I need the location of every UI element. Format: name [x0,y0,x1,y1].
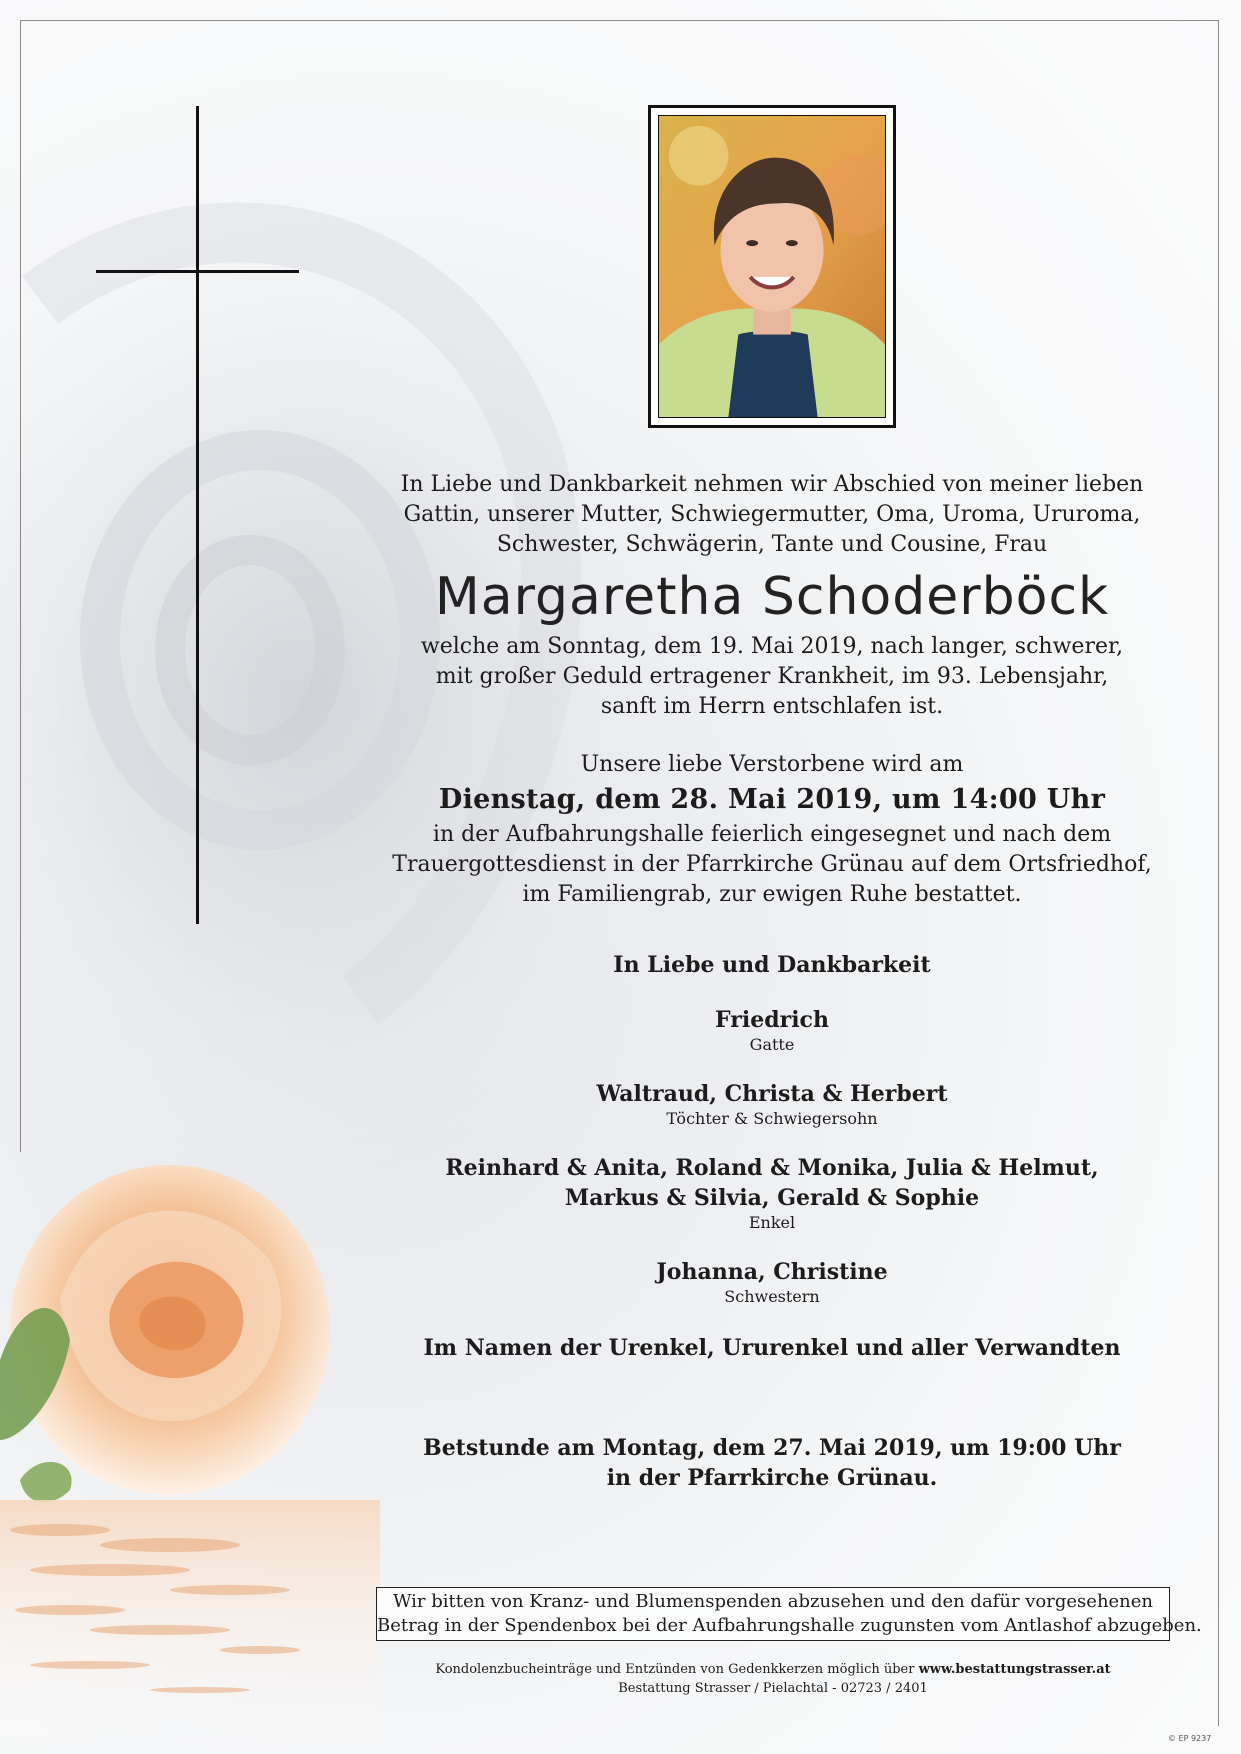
portrait-photo-frame [648,105,896,428]
intro-line: In Liebe und Dankbarkeit nehmen wir Abschied von meiner lieben [400,472,1144,497]
death-paragraph [380,632,1164,722]
cross-horizontal-bar [96,270,299,273]
obituary-text [380,470,1164,1493]
mourner-role: Töchter & Schwiegersohn [666,1109,878,1128]
cross-vertical-bar [196,106,199,924]
intro-paragraph [380,470,1164,560]
prayer-line: in der Pfarrkirche Grünau. [606,1465,938,1491]
funeral-line: in der Aufbahrungshalle feierlich eingesegnet und nach dem [432,822,1112,847]
funeral-intro: Unsere liebe Verstorbene wird am [580,752,964,777]
donation-notice-box [376,1587,1202,1641]
funeral-paragraph [380,820,1164,910]
mourner-names: Markus & Silvia, Gerald & Sophie [564,1185,980,1211]
mourner-names: Reinhard & Anita, Roland & Monika, Julia & Helmut, [445,1155,1099,1181]
death-line: sanft im Herrn entschlafen ist. [600,694,944,719]
prayer-announcement [380,1433,1164,1493]
footer [376,1660,1170,1698]
intro-line: Schwester, Schwägerin, Tante und Cousine, Frau [496,532,1048,557]
mourner-names: Waltraud, Christa & Herbert [596,1081,948,1107]
condolence-text: Kondolenzbucheinträge und Entzünden von Gedenkkerzen möglich über [435,1662,919,1677]
mourner-names: Friedrich [715,1007,829,1033]
intro-line: Gattin, unserer Mutter, Schwiegermutter, Oma, Uroma, Ururoma, [403,502,1141,527]
signoff: In Liebe und Dankbarkeit [613,952,931,978]
website-link[interactable]: www.bestattungstrasser.at [918,1662,1111,1677]
death-line: welche am Sonntag, dem 19. Mai 2019, nach langer, schwerer, [420,634,1124,659]
donation-notice-line: Wir bitten von Kranz- und Blumenspenden abzusehen und den dafür vorgesehenen [392,1591,1154,1612]
undertaker-contact: Bestattung Strasser / Pielachtal - 02723 / 2401 [618,1681,928,1696]
mourner-role: Gatte [749,1035,795,1054]
donation-notice-line: Betrag in der Spendenbox bei der Aufbahrungshalle zugunsten vom Antlashof abzugeben. [377,1615,1202,1636]
relatives-line: Im Namen der Urenkel, Ururenkel und aller Verwandten [423,1335,1121,1361]
frame-border-top [20,20,1218,21]
prayer-line: Betstunde am Montag, dem 27. Mai 2019, um 19:00 Uhr [423,1435,1121,1461]
death-line: mit großer Geduld ertragener Krankheit, im 93. Lebensjahr, [435,664,1109,689]
funeral-line: Trauergottesdienst in der Pfarrkirche Grünau auf dem Ortsfriedhof, [392,852,1152,877]
mourner-group [380,1153,1164,1233]
funeral-line: im Familiengrab, zur ewigen Ruhe bestattet. [522,882,1022,907]
mourner-names: Johanna, Christine [656,1259,888,1285]
mourner-group [380,1005,1164,1055]
mourner-group [380,1079,1164,1129]
deceased-name: Margaretha Schoderböck [434,567,1110,627]
footer-line [376,1660,1170,1679]
frame-border-left [20,20,21,1152]
portrait-photo [658,115,886,418]
mourner-role: Enkel [748,1213,796,1232]
template-code: © EP 9237 [1168,1734,1212,1743]
frame-border-right [1218,20,1219,1726]
mourner-group [380,1257,1164,1307]
funeral-date: Dienstag, dem 28. Mai 2019, um 14:00 Uhr [438,784,1106,815]
mourner-role: Schwestern [724,1287,820,1306]
